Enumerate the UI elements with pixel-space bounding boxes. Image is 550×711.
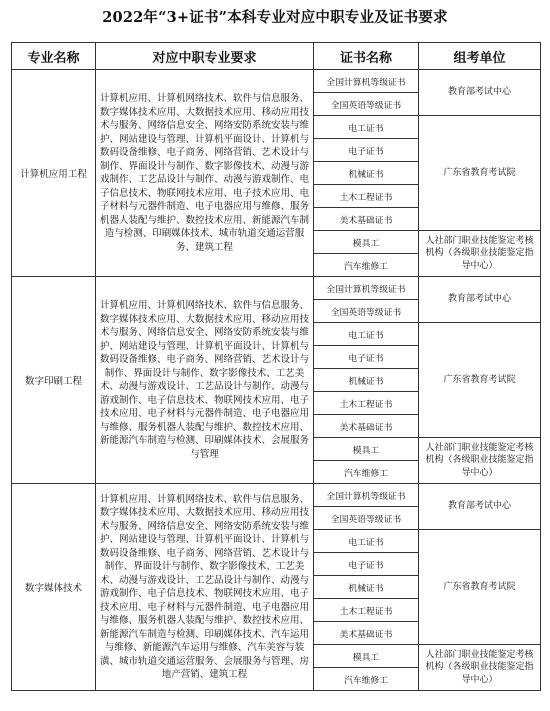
- page-title: 2022年“3+证书”本科专业对应中职专业及证书要求: [102, 9, 448, 26]
- cert-name: 全国计算机等级证书: [314, 277, 419, 300]
- cert-name: 电子证书: [314, 553, 419, 576]
- major-name: 数字印刷工程: [12, 277, 96, 484]
- cert-name: 电子证书: [314, 346, 419, 369]
- table-row: [12, 484, 541, 507]
- org-name: 人社部门职业技能鉴定考核机构（各级职业技能鉴定指导中心）: [419, 438, 541, 484]
- cert-name: 全国计算机等级证书: [314, 484, 419, 507]
- org-name: 人社部门职业技能鉴定考核机构（各级职业技能鉴定指导中心）: [419, 231, 541, 277]
- header-requirement: 对应中职专业要求: [96, 43, 314, 70]
- cert-name: 美术基础证书: [314, 622, 419, 645]
- cert-name: 模具工: [314, 438, 419, 461]
- org-name: 教育部考试中心: [419, 277, 541, 323]
- cert-name: 机械证书: [314, 162, 419, 185]
- cert-name: 机械证书: [314, 369, 419, 392]
- table-row: [12, 277, 541, 300]
- requirement-text: 计算机应用、计算机网络技术、软件与信息服务、数字媒体技术应用、大数据技术应用、移动应用技术与服务、网络信息安全、网络安防系统安装与维护、网站建设与管理、计算机平面设计、计算机与数码设备维修、电子商务、网络营销、艺术设计与制作、界面设计与制作、数字影像技术、动漫与游戏制作、工艺品设计与制作、动漫与游戏制作、电子信息技术、物联网技术应用、电子技术应用、电子材料与元器件制造、电子电器应用与维修、服务机器人装配与维护、数控技术应用、新能源汽车制造与检测、印刷媒体技术、城市轨道交通运营服务、建筑工程: [96, 70, 314, 277]
- org-name: 广东省教育考试院: [419, 116, 541, 231]
- cert-name: 电工证书: [314, 530, 419, 553]
- org-name: 人社部门职业技能鉴定考核机构（各级职业技能鉴定指导中心）: [419, 645, 541, 691]
- cert-name: 美术基础证书: [314, 415, 419, 438]
- org-name: 教育部考试中心: [419, 70, 541, 116]
- header-row: [12, 43, 541, 70]
- header-cert: 证书名称: [314, 43, 419, 70]
- cert-name: 电工证书: [314, 116, 419, 139]
- cert-name: 全国英语等级证书: [314, 507, 419, 530]
- org-name: 教育部考试中心: [419, 484, 541, 530]
- cert-name: 模具工: [314, 231, 419, 254]
- header-major: 专业名称: [12, 43, 96, 70]
- cert-name: 全国计算机等级证书: [314, 70, 419, 93]
- org-name: 广东省教育考试院: [419, 323, 541, 438]
- cert-name: 汽车维修工: [314, 461, 419, 484]
- cert-name: 土木工程证书: [314, 599, 419, 622]
- cert-name: 土木工程证书: [314, 392, 419, 415]
- cert-name: 模具工: [314, 645, 419, 668]
- cert-name: 全国英语等级证书: [314, 93, 419, 116]
- org-name: 广东省教育考试院: [419, 530, 541, 645]
- table-row: [12, 70, 541, 93]
- requirement-text: 计算机应用、计算机网络技术、软件与信息服务、数字媒体技术应用、大数据技术应用、移动应用技术与服务、网络信息安全、网络安防系统安装与维护、网站建设与管理、计算机平面设计、计算机与数码设备维修、电子商务、网络营销、艺术设计与制作、界面设计与制作、数字影像技术、工艺美术、动漫与游戏设计、工艺品设计与制作、动漫与游戏制作、电子信息技术、物联网技术应用、电子技术应用、电子材料与元器件制造、电子电器应用与维修、服务机器人装配与维护、数控技术应用、新能源汽车制造与检测、印刷媒体技术、汽车运用与维修、新能源汽车运用与维修、汽车美容与装潢、城市轨道交通运营服务、会展服务与管理、房地产营销、建筑工程: [96, 484, 314, 691]
- cert-name: 美术基础证书: [314, 208, 419, 231]
- cert-name: 汽车维修工: [314, 668, 419, 691]
- requirements-table: [11, 42, 541, 691]
- major-name: 数字媒体技术: [12, 484, 96, 691]
- cert-name: 全国英语等级证书: [314, 300, 419, 323]
- cert-name: 电工证书: [314, 323, 419, 346]
- major-name: 计算机应用工程: [12, 70, 96, 277]
- cert-name: 电子证书: [314, 139, 419, 162]
- cert-name: 汽车维修工: [314, 254, 419, 277]
- requirement-text: 计算机应用、计算机网络技术、软件与信息服务、数字媒体技术应用、大数据技术应用、移动应用技术与服务、网络信息安全、网络安防系统安装与维护、网站建设与管理、计算机平面设计、计算机与数码设备维修、电子商务、网络营销、艺术设计与制作、界面设计与制作、数字影像技术、工艺美术、动漫与游戏设计、工艺品设计与制作、动漫与游戏制作、电子信息技术、物联网技术应用、电子技术应用、电子材料与元器件制造、电子电器应用与维修、服务机器人装配与维护、数控技术应用、新能源汽车制造与检测、印刷媒体技术、会展服务与管理: [96, 277, 314, 484]
- header-org: 组考单位: [419, 43, 541, 70]
- cert-name: 土木工程证书: [314, 185, 419, 208]
- cert-name: 机械证书: [314, 576, 419, 599]
